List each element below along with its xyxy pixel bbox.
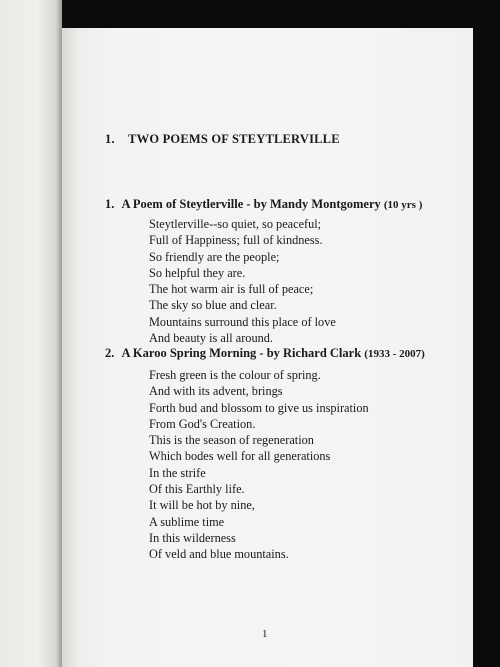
poem-1-heading (105, 197, 422, 212)
poem-line: Forth bud and blossom to give us inspiration (149, 400, 369, 415)
page-number: 1 (262, 628, 268, 640)
poem-line: So helpful they are. (149, 265, 246, 280)
poem-line: The sky so blue and clear. (149, 298, 277, 313)
poem-line: And beauty is all around. (149, 331, 273, 346)
poem-2-stanza (149, 367, 369, 563)
poem-line: This is the season of regeneration (149, 433, 314, 448)
poem-line: Of veld and blue mountains. (149, 547, 289, 562)
poem-2-heading (105, 346, 425, 361)
poem-2-title: A Karoo Spring Morning - by Richard Clark (121, 346, 362, 360)
poem-line: In this wilderness (149, 530, 236, 545)
poem-line: From God's Creation. (149, 416, 256, 431)
poem-line: A sublime time (149, 514, 225, 529)
poem-line: Of this Earthly life. (149, 482, 245, 497)
section-heading (105, 132, 340, 147)
poem-line: And with its advent, brings (149, 384, 283, 399)
poem-line: The hot warm air is full of peace; (149, 282, 314, 297)
poem-line: Steytlerville--so quiet, so peaceful; (149, 217, 322, 231)
poem-line: Which bodes well for all generations (149, 449, 331, 464)
poem-1-title: A Poem of Steytlerville - by Mandy Montgomery (121, 197, 381, 211)
poem-line: It will be hot by nine, (149, 498, 255, 513)
poem-2-number: 2. (105, 346, 115, 360)
poem-line: Mountains surround this place of love (149, 314, 336, 329)
poem-1-stanza (149, 216, 336, 346)
poem-line: Full of Happiness; full of kindness. (149, 233, 323, 248)
section-title-text: TWO POEMS OF STEYTLERVILLE (128, 132, 340, 146)
poem-1-number: 1. (105, 197, 115, 211)
poem-line: In the strife (149, 465, 206, 480)
poem-1-author-age: (10 yrs ) (383, 199, 423, 211)
poem-line: Fresh green is the colour of spring. (149, 368, 321, 382)
poem-2-author-years: (1933 - 2007) (364, 348, 425, 360)
poem-line: So friendly are the people; (149, 249, 280, 264)
section-number: 1. (105, 132, 115, 146)
facing-page-edge (0, 0, 62, 667)
document-page (62, 28, 473, 667)
